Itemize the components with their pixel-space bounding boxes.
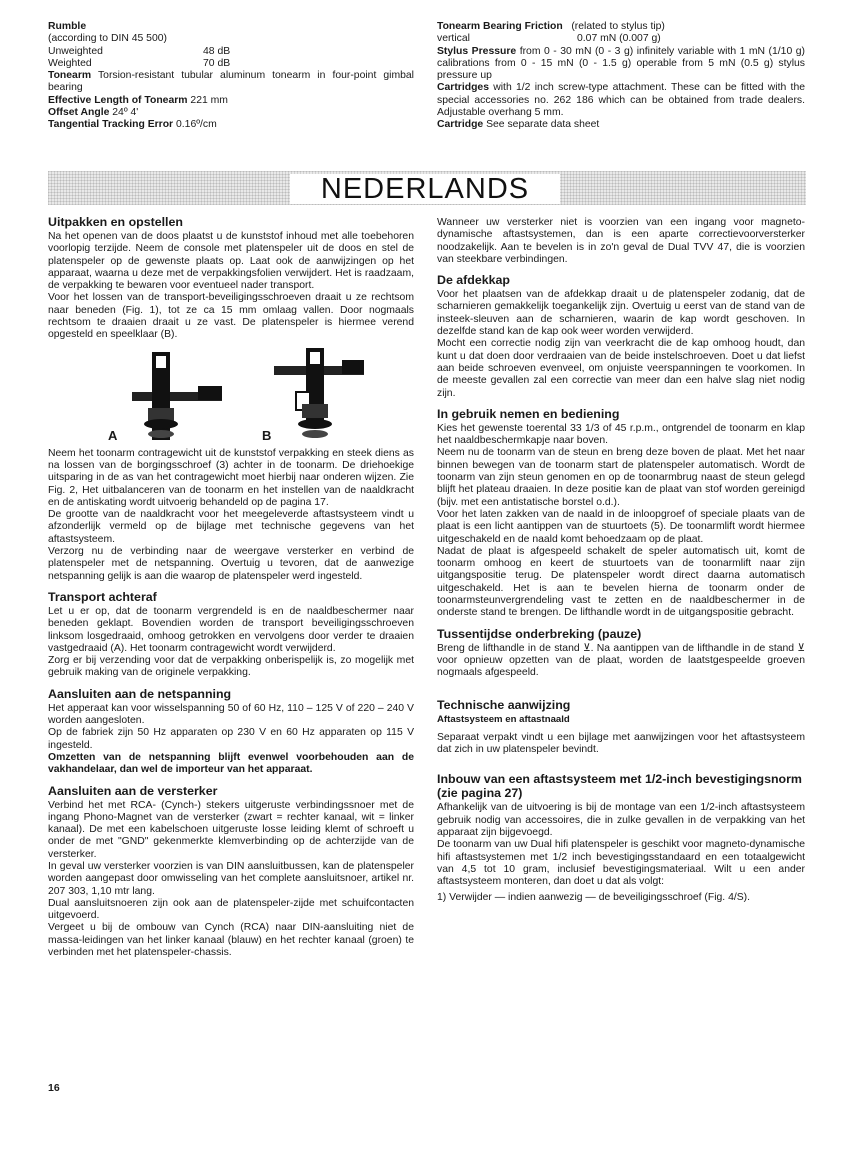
tonearm-label: Tonearm — [48, 70, 92, 82]
heading-pause: Tussentijdse onderbreking (pauze) — [437, 626, 642, 641]
spec-cartridge — [437, 119, 805, 131]
para-transport-1: Let u er op, dat de toonarm vergrendeld is en de naaldbeschermer naar beneden geklapt. Bovendien worden de transport beveiligingsschroeven linksom losgedraaid, omhoog getrokken en vervolgens door verder te draaien vastgedraaid (A). Het toonarm contragewicht wordt verwijderd. — [48, 605, 414, 654]
para-pause: Breng de lifthandle in de stand ⊻. Na aantippen van de lifthandle in de stand ⊻ voor opnieuw opzetten van de plaat, worden de laatstgespeelde groeven nogmaals afgespeeld. — [437, 642, 805, 679]
para-amplifier-1: Verbind het met RCA- (Cynch-) stekers uitgeruste verbindingssnoer met de ingang Phono-Magnet van de versterker (zwart = rechter kanaal, wit = linker kanaal). De met een kabelschoen uitgeruste losse leiding klemt of schroeft u onder de met "GND" gekenmerkte klemverbinding op de achterzijde van de versterker. — [48, 799, 414, 860]
friction-note: (related to stylus tip) — [571, 21, 665, 32]
para-operation-3: Voor het laten zakken van de naald in de inloopgroef of speciale plaats van de plaat is een licht aantippen van de stuurtoets (5). De toonarmlift wordt hiermee uitgeschakeld en de naald komt behoedzaam op de plaat. — [437, 508, 805, 545]
page-number: 16 — [48, 1082, 60, 1094]
cartridge-text: See separate data sheet — [486, 119, 600, 131]
para-operation-2: Neem nu de toonarm van de steun en breng deze boven de plaat. Met het naar binnen bewegen van de toonarm start de platenspeler automatisch. Wordt de toonarm van zijn steun genomen en op de toonarmbrug naast de steun gelegd blijft het plateau draaien. In deze positie kan de plaat van stof worden gereinigd (bijv. met een antistatische borstel o.d.). — [437, 447, 805, 508]
heading-transport: Transport achteraf — [48, 589, 157, 604]
para-preamp: Wanneer uw versterker niet is voorzien van een ingang voor magneto-dynamische aftastsystemen, dan is een aparte correctievoorversterker noodzakelijk. Aan te bevelen is in zo'n geval de Dual TVV 47, die is voorzien van steekbare verbindingen. — [437, 217, 805, 265]
subheading-cartridge: Aftastsysteem en aftastnaald — [437, 713, 570, 725]
heading-technical: Technische aanwijzing — [437, 697, 571, 712]
spec-offset-angle — [48, 107, 414, 119]
para-unpacking-1: Na het openen van de doos plaatst u de kunststof inhoud met alle toebehoren voorlopig terzijde. Neem de console met platenspeler uit de doos en stel de platenspeler op de gewenste plaats op. Laat ook de aanwijzingen op het apparaat, waarna u deze met de verpakkingsfolien verwijdert. Het is raadzaam, de verpakking te bewaren voor eventueel nader transport. — [48, 231, 414, 292]
spec-friction — [437, 21, 805, 33]
para-amplifier-3: Dual aansluitsnoeren zijn ook aan de platenspeler-zijde met schuifcontacten uitgevoerd. — [48, 897, 414, 922]
para-dust-cover-1: Voor het plaatsen van de afdekkap draait u de platenspeler zodanig, dat de scharnieren gemakkelijk toegankelijk zijn. Overtuig u eerst van de stand van de insteek-sleuven aan de scharnieren, waarin de kap wordt geschoven. In dezelfde stand kan de kap ook weer worden verwijderd. — [437, 289, 805, 338]
right-column — [437, 217, 805, 905]
para-mains-note: Omzetten van de netspanning blijft evenwel voorbehouden aan de vakhandelaar, dan wel de importeur van het apparaat. — [48, 751, 414, 776]
para-installation-2: De toonarm van uw Dual hifi platenspeler is geschikt voor magneto-dynamische hifi aftastsystemen met 1/2 inch bevestigingsstandaard en een totaalgewicht van 4,5 tot 10 gram, inclusief bevestigingsmateriaal. Wilt u een ander aftastsysteem monteren, dan doet u dat als volgt: — [437, 839, 805, 888]
para-mains-1: Het apperaat kan voor wisselspanning 50 of 60 Hz, 110 – 125 V of 220 – 240 V worden aangesloten. — [48, 702, 414, 727]
cartridge-label: Cartridge — [437, 119, 484, 131]
screw-diagram-b — [274, 348, 364, 438]
spec-tonearm — [48, 70, 414, 95]
figure-transport-screws — [48, 346, 414, 446]
rumble-title: Rumble — [48, 21, 87, 32]
tracking-value: 0.16º/cm — [176, 119, 217, 131]
banner-title: NEDERLANDS — [290, 174, 560, 204]
heading-amplifier: Aansluiten aan de versterker — [48, 783, 218, 798]
spec-cartridges — [437, 82, 805, 119]
offset-label: Offset Angle — [48, 107, 110, 119]
para-operation-4: Nadat de plaat is afgespeeld schakelt de speler automatisch uit, komt de toonarm omhoog en keert de stuurtoets van de toonarmlift naar zijn uitgangspositie terug. De platenspeler wordt direct daarna automatisch uitgeschakeld. Het is aan te bevelen hierna de toonarm onder de toonarmsteunvergrendeling vast te zetten en de naaldbeschermer in de onderste stand te brengen. De lifthandle wordt in de uitgangspositie gebracht. — [437, 545, 805, 619]
spec-stylus-pressure — [437, 46, 805, 83]
para-tracking-force: De grootte van de naaldkracht voor het meegeleverde aftastsysteem vindt u afzonderlijk vermeld op de bijlage met technische gegevens van het aftastsysteem. — [48, 509, 414, 545]
spec-weighted — [48, 58, 414, 70]
para-operation-1: Kies het gewenste toerental 33 1/3 of 45 r.p.m., ontgrendel de toonarm en klap het naaldbeschermkapje naar boven. — [437, 422, 805, 447]
heading-unpacking: Uitpakken en opstellen — [48, 215, 183, 229]
para-technical: Separaat verpakt vindt u een bijlage met aanwijzingen voor het aftastsysteem dat zich in uw platenspeler bevindt. — [437, 731, 805, 756]
unweighted-value: 48 dB — [203, 45, 231, 57]
para-transport-2: Zorg er bij verzending voor dat de verpakking onberispelijk is, zo mogelijk met gebruik making van de originele verpakking. — [48, 655, 414, 679]
pressure-text: from 0 - 30 mN (0 - 3 g) infinitely variable with 1 mN (1/10 g) calibrations from 0 - 15 mN (0 - 1.5 g) operable from 5 mN (0.5 g) stylus pressure up — [437, 45, 805, 82]
left-column — [48, 208, 414, 959]
vertical-value: 0.07 mN (0.007 g) — [577, 33, 661, 45]
pressure-label: Stylus Pressure — [437, 45, 517, 57]
para-amplifier-4: Vergeet u bij de ombouw van Cynch (RCA) naar DIN-aansluiting niet de massa-leidingen van het linker kanaal (blauw) en het rechter kanaal (groen) te verbinden met het platenspeler-chassis. — [48, 922, 414, 959]
transport-screw-diagram — [48, 346, 414, 446]
tracking-label: Tangential Tracking Error — [48, 119, 174, 131]
friction-label: Tonearm Bearing Friction — [437, 21, 563, 32]
spec-unweighted — [48, 46, 414, 58]
para-mains-2: Op de fabriek zijn 50 Hz apparaten op 230 V en 60 Hz apparaten op 115 V ingesteld. — [48, 727, 414, 751]
specs-right — [437, 21, 805, 132]
figure-label-a: A — [108, 427, 118, 443]
specs-left — [48, 21, 414, 132]
offset-value: 24º 4' — [112, 107, 139, 119]
heading-installation: Inbouw van een aftastsysteem met 1/2-inch bevestigingsnorm (zie pagina 27) — [437, 772, 802, 801]
para-amplifier-2: In geval uw versterker voorzien is van DIN aansluitbussen, kan de platenspeler worden aangepast door omwisseling van het complete aansluitsnoer, artikel nr. 207 303, 1,10 mtr lang. — [48, 860, 414, 897]
spec-vertical — [437, 33, 805, 45]
para-counterweight: Neem het toonarm contragewicht uit de kunststof verpakking en steek diens as na lossen van de borgingsschroef (3) achter in de toonarm. De driehoekige uitsparing in de as van het contragewicht moet hierbij naar onderen wijzen. Zie Fig. 2, Het uitbalanceren van de toonarm en het instellen van de naaldkracht en de antiskating wordt uitvoerig behandeld op de pagina 17. — [48, 447, 414, 508]
heading-mains: Aansluiten aan de netspanning — [48, 686, 232, 701]
cartridges-text: with 1/2 inch screw-type attachment. These can be fitted with the special accessories no. 262 186 which can be obtained from trade dealers. Adjustable overhang 5 mm. — [437, 82, 805, 119]
cartridges-label: Cartridges — [437, 82, 489, 94]
eff-value: 221 mm — [190, 94, 228, 106]
screw-diagram-a — [132, 352, 222, 440]
para-connect: Verzorg nu de verbinding naar de weergave versterker en verbind de platenspeler met de netspanning. Overtuig u tevoren, dat de aanwezige netspanning gelijk is aan die waarop de platenspeler werd ingesteld. — [48, 546, 414, 582]
unweighted-label: Unweighted — [48, 45, 103, 57]
weighted-value: 70 dB — [203, 57, 231, 69]
tonearm-text: Torsion-resistant tubular aluminum tonearm in four-point gimbal bearing — [48, 70, 414, 94]
spec-effective-length — [48, 95, 414, 107]
heading-dust-cover: De afdekkap — [437, 273, 511, 288]
heading-operation: In gebruik nemen en bediening — [437, 406, 620, 421]
rumble-sub: (according to DIN 45 500) — [48, 33, 167, 45]
figure-label-b: B — [262, 427, 272, 443]
spec-tracking-error — [48, 119, 414, 131]
list-item-1: 1) Verwijder — indien aanwezig — de beveiligingsschroef (Fig. 4/S). — [437, 892, 751, 904]
weighted-label: Weighted — [48, 57, 92, 69]
vertical-label: vertical — [437, 33, 470, 45]
para-installation-1: Afhankelijk van de uitvoering is bij de montage van een 1/2-inch aftastsysteem gebruik nodig van accessoires, die in zulke gevallen in de verpakking van het apparaat zijn bijgevoegd. — [437, 802, 805, 838]
para-unpacking-2: Voor het lossen van de transport-beveiligingsschroeven draait u ze rechtsom naar beneden (Fig. 1), tot ze ca 15 mm omlaag vallen. Door nogmaals rechtsom te draaien draait u ze vast. De platenspeler is hiermee verend opgesteld en speelklaar (B). — [48, 292, 414, 341]
para-dust-cover-2: Mocht een correctie nodig zijn van veerkracht die de kap omhoog houdt, dan kunt u dat doen door verdraaien van de beide instelschroeven. Doet u dat liefst aan beide schroeven evenveel, om onjuiste veerspanningen te voorkomen. In de meeste gevallen zal een correctie van meer dan een halve slag niet nodig zijn. — [437, 338, 805, 399]
eff-label: Effective Length of Tonearm — [48, 94, 188, 106]
